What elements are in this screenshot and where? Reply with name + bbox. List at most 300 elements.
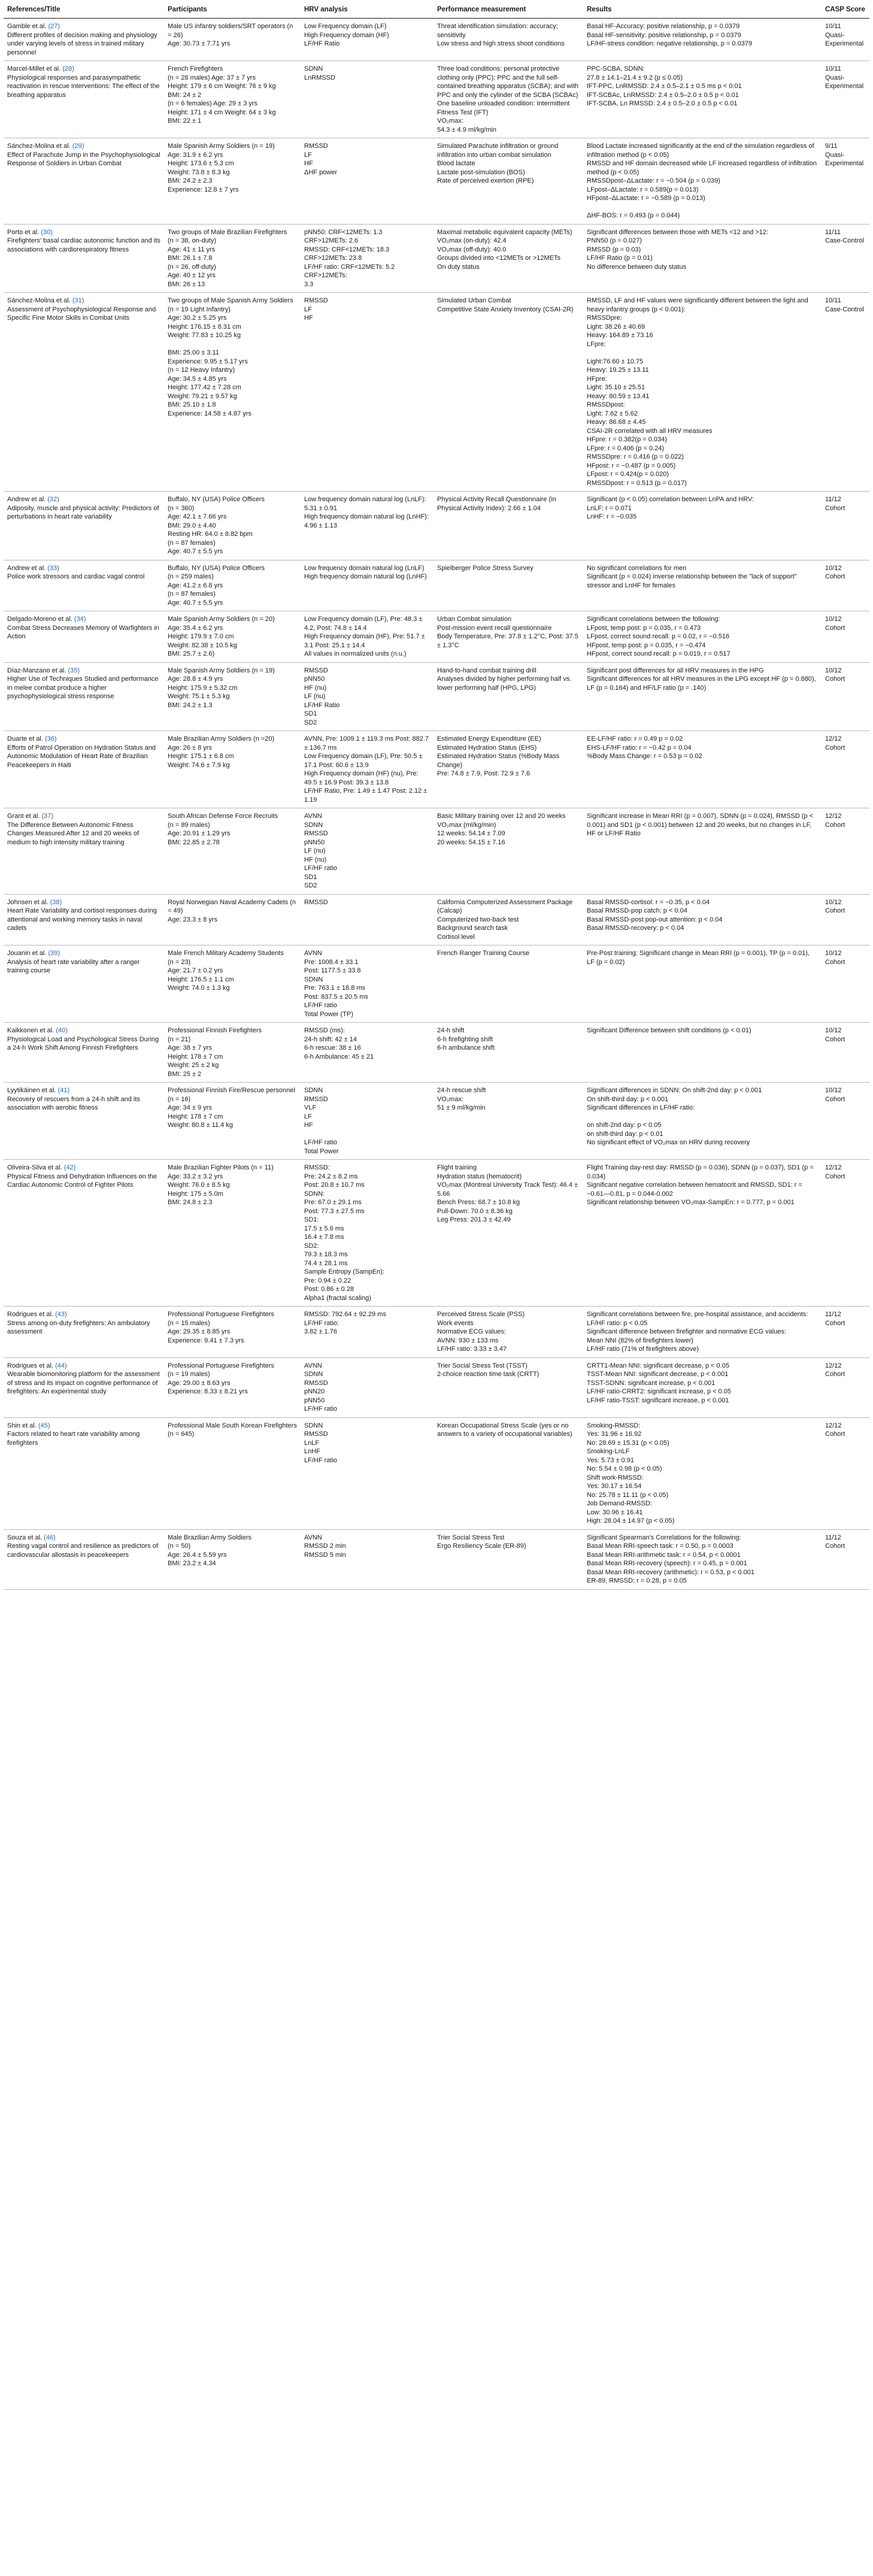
reference-cell — [4, 1023, 164, 1083]
hrv-analysis-cell — [301, 1023, 434, 1083]
reference-cell — [4, 293, 164, 492]
casp-score-text: 10/12 Cohort — [825, 666, 845, 683]
casp-score-text: 10/12 Cohort — [825, 950, 845, 966]
performance-text: Hand-to-hand combat training drill Analyses divided by higher performing half vs. lower performing half (HPG, LPG) — [437, 666, 572, 692]
results-cell — [583, 731, 822, 808]
table-row — [4, 731, 869, 808]
performance-cell — [434, 611, 583, 663]
citation-link[interactable]: (36) — [44, 735, 57, 743]
table-row — [4, 19, 869, 61]
results-cell — [583, 224, 822, 293]
author-name: Porto et al. — [7, 228, 40, 236]
hrv-analysis-cell — [301, 61, 434, 138]
study-title: Police work stressors and cardiac vagal control — [7, 573, 145, 580]
casp-score-text: 11/11 Case-Control — [825, 228, 864, 244]
table-row — [4, 492, 869, 560]
study-title: Physical Fitness and Dehydration Influences on the Cardiac Autonomic Control of Fighter Pilots — [7, 1172, 157, 1189]
citation-link[interactable]: (28) — [62, 65, 74, 72]
results-cell — [583, 1357, 822, 1417]
casp-score-text: 10/12 Cohort — [825, 1087, 845, 1103]
casp-score-cell — [822, 1529, 869, 1589]
casp-score-text: 12/12 Cohort — [825, 735, 845, 751]
casp-score-text: 10/11 Quasi-Experimental — [825, 65, 864, 90]
results-text: Significant Spearman's Correlations for the following: Basal Mean RRI-speech task: r = 0.50, p = 0.0003 Basal Mean RRI-arithmetic task: r = 0.54, p < 0.0001 Basal Mean RRI-recovery (speech): r = 0.45, p = 0.001 Basal Mean RRI-recovery (arithmetic): r = 0.53, p < 0.001 ER-89, RMSSD: r = 0.28, p = 0.05 — [587, 1534, 755, 1584]
performance-text: Maximal metabolic equivalent capacity (METs) VO₂max (on-duty): 42.4 VO₂max (off-duty): 40.0 Groups divided into <12METs or >12METs On duty status — [437, 228, 572, 271]
reference-cell — [4, 61, 164, 138]
study-title: Analysis of heart rate variability after a ranger training course — [7, 958, 140, 974]
reference-cell — [4, 138, 164, 225]
study-title: Combat Stress Decreases Memory of Warfighters in Action — [7, 624, 159, 640]
citation-link[interactable]: (33) — [47, 564, 59, 572]
results-cell — [583, 894, 822, 945]
hrv-analysis-cell — [301, 945, 434, 1023]
results-cell — [583, 1160, 822, 1307]
participants-text: Male French Military Academy Students (n = 23) Age: 21.7 ± 0.2 yrs Height: 176.5 ± 1.1 cm Weight: 74.0 ± 1.3 kg — [168, 950, 284, 992]
results-cell — [583, 492, 822, 560]
citation-link[interactable]: (35) — [68, 666, 80, 674]
author-name: Oliveira-Silva et al. — [7, 1164, 62, 1171]
table-header — [4, 2, 869, 19]
performance-cell — [434, 662, 583, 731]
study-title: Different profiles of decision making and physiology under varying levels of stress in trained military personnel — [7, 31, 157, 56]
performance-text: California Computerized Assessment Package (Calcap) Computerized two-back test Background search task Cortisol level — [437, 898, 573, 941]
hrv-analysis-cell — [301, 1417, 434, 1529]
table-row — [4, 945, 869, 1023]
reference-text — [7, 296, 160, 323]
study-title: Firefighters' basal cardiac autonomic function and its associations with cardiorespiratory fitness — [7, 237, 160, 253]
performance-cell — [434, 293, 583, 492]
participants-cell — [164, 293, 301, 492]
citation-link[interactable]: (46) — [44, 1534, 56, 1541]
results-text: Significant differences between those with METs <12 and >12: PNN50 (p = 0.027) RMSSD (p = 0.03) LF/HF Ratio (p = 0.01) No difference between duty status — [587, 228, 769, 271]
reference-cell — [4, 662, 164, 731]
reference-cell — [4, 1417, 164, 1529]
header-performance: Performance measurement — [434, 2, 583, 19]
casp-score-text: 12/12 Cohort — [825, 1422, 845, 1438]
table-row — [4, 808, 869, 895]
participants-cell — [164, 1083, 301, 1160]
author-name: Marcel-Millet et al. — [7, 65, 61, 72]
header-casp-score: CASP Score — [822, 2, 869, 19]
casp-score-cell — [822, 1160, 869, 1307]
hrv-analysis-cell — [301, 894, 434, 945]
results-cell — [583, 1023, 822, 1083]
casp-score-text: 12/12 Cohort — [825, 813, 845, 829]
hrv-analysis-text: RMSSD — [304, 898, 328, 906]
performance-cell — [434, 731, 583, 808]
performance-cell — [434, 1160, 583, 1307]
results-cell — [583, 1529, 822, 1589]
author-name: Andrew et al. — [7, 564, 46, 572]
study-title: Physiological Load and Psychological Stress During a 24-h Work Shift Among Finnish Firefighters — [7, 1035, 159, 1051]
casp-score-text: 11/12 Cohort — [825, 1534, 845, 1550]
hrv-analysis-cell — [301, 611, 434, 663]
hrv-analysis-cell — [301, 1529, 434, 1589]
reference-cell — [4, 894, 164, 945]
table-row — [4, 894, 869, 945]
casp-score-text: 9/11 Quasi-Experimental — [825, 143, 864, 167]
participants-text: Professional Portuguese Firefighters (n = 19 males) Age: 29.00 ± 8.63 yrs Experience: 8.33 ± 8.21 yrs — [168, 1362, 274, 1395]
hrv-analysis-text: SDNN LnRMSSD — [304, 65, 335, 81]
casp-score-text: 10/12 Cohort — [825, 564, 845, 580]
results-text: Significant differences in SDNN: On shift-2nd day: p < 0.001 On shift-third day: p < 0.001 Significant differences in LF/HF ratio: on shift-2nd day: p < 0.05 on shift-third day: p < 0.01 No significant effect of VO₂max on HRV during recovery — [587, 1087, 762, 1146]
casp-score-text: 11/12 Cohort — [825, 1311, 845, 1327]
author-name: Sánchez-Molina et al. — [7, 143, 71, 150]
casp-score-cell — [822, 293, 869, 492]
reference-text — [7, 564, 160, 581]
hrv-analysis-text: AVNN RMSSD 2 min RMSSD 5 min — [304, 1534, 346, 1559]
hrv-analysis-text: pNN50: CRF<12METs: 1.3 CRF>12METs: 2.6 RMSSD: CRF<12METs: 18.3 CRF>12METs: 23.8 LF/HF ratio: CRF<12METs: 5.2 CRF>12METs: 3.3 — [304, 228, 395, 288]
casp-score-cell — [822, 1023, 869, 1083]
study-title: Factors related to heart rate variability among firefighters — [7, 1431, 140, 1447]
reference-cell — [4, 1357, 164, 1417]
performance-text: Perceived Stress Scale (PSS) Work events Normative ECG values: AVNN: 930 ± 133 ms LF/HF ratio: 3.33 ± 3.47 — [437, 1311, 525, 1353]
author-name: Grant et al. — [7, 813, 40, 820]
participants-cell — [164, 662, 301, 731]
participants-cell — [164, 894, 301, 945]
participants-cell — [164, 1357, 301, 1417]
participants-cell — [164, 1307, 301, 1358]
study-title: Recovery of rescuers from a 24-h shift and its association with aerobic fitness — [7, 1095, 140, 1111]
results-cell — [583, 61, 822, 138]
participants-text: Buffalo, NY (USA) Police Officers (n = 259 males) Age: 41.2 ± 6.8 yrs (n = 87 females) Age: 40.7 ± 5.5 yrs — [168, 564, 265, 607]
table-body — [4, 19, 869, 1590]
study-title: Efforts of Patrol Operation on Hydration Status and Autonomic Modulation of Heart Rate of Brazilian Peacekeepers in Haiti — [7, 744, 156, 769]
performance-cell — [434, 61, 583, 138]
author-name: Lyytikäinen et al. — [7, 1087, 56, 1094]
performance-text: Threat identification simulation: accuracy; sensitivity Low stress and high stress shoot conditions — [437, 23, 565, 47]
reference-cell — [4, 492, 164, 560]
header-hrv-analysis: HRV analysis — [301, 2, 434, 19]
reference-text — [7, 1026, 160, 1053]
casp-score-text: 10/12 Cohort — [825, 1027, 845, 1043]
hrv-analysis-text: RMSSD: 792.64 ± 92.29 ms LF/HF ratio: 3.82 ± 1.76 — [304, 1311, 386, 1335]
study-title: Wearable biomonitoring platform for the assessment of stress and its impact on cognitive performance of firefighters: An experimental study — [7, 1371, 160, 1395]
table-row — [4, 1417, 869, 1529]
author-name: Souza et al. — [7, 1534, 43, 1541]
reference-text — [7, 65, 160, 99]
participants-cell — [164, 808, 301, 895]
reference-text — [7, 1086, 160, 1113]
performance-cell — [434, 1529, 583, 1589]
reference-cell — [4, 560, 164, 611]
author-name: Rodrigues et al. — [7, 1362, 54, 1369]
participants-cell — [164, 1023, 301, 1083]
participants-text: South African Defense Force Recruits (n = 89 males) Age: 20.91 ± 1.29 yrs BMI: 22.85 ± 2.78 — [168, 813, 278, 846]
performance-cell — [434, 138, 583, 225]
hrv-analysis-text: AVNN SDNN RMSSD pNN50 LF (nu) HF (nu) LF/HF ratio SD1 SD2 — [304, 813, 338, 889]
citation-link[interactable]: (37) — [41, 813, 54, 820]
results-text: RMSSD, LF and HF values were significantly different between the light and heavy infantry groups (p < 0.001): RMSSDpre: Light: 38.26 ± 40.69 Heavy: 164.89 ± 73.16 LFpre: Light:76.60 ± 10.75 Heavy: 19.25 ± 13.11 HFpre: Light: 35.10 ± 25.51 Heavy: 80.59 ± 13.41 RMSSDpost: Light: 7.62 ± 5.62 Heavy: 86.68 ± 4.45 CSAI-2R correlated with all HRV measures HFpre: r = 0.382(p = 0.034) LFpre: r = 0.406 (p = 0.24) RMSSDpre: r = 0.416 (p = 0.022) HFpost: r = −0.487 (p = 0.005) LFpost: r = 0.424(p = 0.020) RMSSDpost: r = 0.513 (p = 0.017) — [587, 297, 808, 487]
reference-cell — [4, 1307, 164, 1358]
author-name: Sánchez-Molina et al. — [7, 297, 71, 304]
table-row — [4, 1023, 869, 1083]
reference-text — [7, 666, 160, 701]
hrv-analysis-cell — [301, 1160, 434, 1307]
performance-text: Korean Occupational Stress Scale (yes or no answers to a variety of occupational variables) — [437, 1422, 572, 1438]
table-row — [4, 662, 869, 731]
table-row — [4, 1529, 869, 1589]
casp-score-cell — [822, 1307, 869, 1358]
table-row — [4, 1307, 869, 1358]
participants-text: Male Spanish Army Soldiers (n = 19) Age: 31.9 ± 6.2 yrs Height: 173.6 ± 5.3 cm Weight: 73.8 ± 8.3 kg BMI: 24.2 ± 2.3 Experience: 12.8 ± 7 yrs — [168, 143, 275, 193]
author-name: Díaz-Manzano et al. — [7, 666, 66, 674]
hrv-analysis-cell — [301, 1307, 434, 1358]
performance-cell — [434, 894, 583, 945]
study-title: Physiological responses and parasympathetic reactivation in rescue interventions: The effect of the breathing apparatus — [7, 74, 160, 99]
author-name: Kaikkonen et al. — [7, 1027, 54, 1034]
results-text: Significant Difference between shift conditions (p < 0.01) — [587, 1027, 751, 1034]
study-title: Resting vagal control and resilience as predictors of cardiovascular allostasis in peacekeepers — [7, 1542, 158, 1559]
results-cell — [583, 138, 822, 225]
table-row — [4, 61, 869, 138]
participants-text: Male Spanish Army Soldiers (n = 19) Age: 28.8 ± 4.9 yrs Height: 175.9 ± 5.32 cm Weight: 75.1 ± 5.3 kg BMI: 24.2 ± 1.3 — [168, 666, 275, 709]
hrv-analysis-text: AVNN, Pre: 1009.1 ± 119.3 ms Post: 882.7 ± 136.7 ms Low Frequency domain (LF), Pre: 50.5 ± 17.1 Post: 60.6 ± 13.9 High Frequency domain (HF) (nu), Pre: 49.5 ± 16.9 Post: 39.3 ± 13.8 LF/HF Ratio, Pre: 1.49 ± 1.47 Post: 2.12 ± 1.19 — [304, 735, 429, 804]
hrv-analysis-text: Low Frequency domain (LF) High Frequency domain (HF) LF/HF Ratio — [304, 23, 389, 47]
hrv-analysis-cell — [301, 138, 434, 225]
participants-text: Male Brazilian Army Soldiers (n = 50) Age: 26.4 ± 5.59 yrs BMI: 23.2 ± 4.34 — [168, 1534, 251, 1567]
performance-cell — [434, 224, 583, 293]
author-name: Duarte et al. — [7, 735, 43, 743]
performance-text: French Ranger Training Course — [437, 950, 530, 957]
casp-score-cell — [822, 1417, 869, 1529]
results-cell — [583, 293, 822, 492]
casp-score-text: 12/12 Cohort — [825, 1164, 845, 1180]
reference-text — [7, 898, 160, 933]
participants-cell — [164, 492, 301, 560]
hrv-analysis-text: AVNN SDNN RMSSD pNN20 pNN50 LF/HF ratio — [304, 1362, 338, 1413]
citation-link[interactable]: (30) — [41, 228, 53, 236]
casp-score-cell — [822, 224, 869, 293]
performance-cell — [434, 1023, 583, 1083]
study-title: Stress among on-duty firefighters: An ambulatory assessment — [7, 1319, 150, 1335]
performance-text: Simulated Urban Combat Competitive State Anxiety Inventory (CSAI-2R) — [437, 297, 574, 313]
citation-link[interactable]: (31) — [72, 297, 84, 304]
hrv-analysis-text: RMSSD (ms): 24-h shift: 42 ± 14 6-h rescue: 38 ± 16 6-h Ambulance: 45 ± 21 — [304, 1027, 374, 1060]
participants-text: French Firefighters (n = 28 males) Age: 37 ± 7 yrs Height: 179 ± 6 cm Weight: 76 ± 9 kg BMI: 24 ± 2 (n = 6 females) Age: 29 ± 3 yrs Height: 171 ± 4 cm Weight: 64 ± 3 kg BMI: 22 ± 1 — [168, 65, 276, 125]
participants-cell — [164, 1529, 301, 1589]
casp-score-cell — [822, 808, 869, 895]
citation-link[interactable]: (44) — [55, 1362, 67, 1369]
casp-score-cell — [822, 662, 869, 731]
reference-text — [7, 615, 160, 641]
study-title: The Difference Between Autonomic Fitness Changes Measured After 12 and 20 weeks of medium to high intensity military training — [7, 821, 140, 846]
performance-text: Flight training Hydration status (hematocrit) VO₂max (Montreal University Track Test): 46.4 ± 5.66 Bench Press: 68.7 ± 10.8 kg Pull-Down: 70.0 ± 8.36 kg Leg Press: 201.3 ± 42.49 — [437, 1164, 578, 1223]
participants-text: Buffalo, NY (USA) Police Officers (n = 360) Age: 42.1 ± 7.66 yrs BMI: 29.0 ± 4.40 Resting HR: 64.0 ± 8.82 bpm (n = 87 females) Age: 40.7 ± 5.5 yrs — [168, 496, 265, 555]
results-text: Significant increase in Mean RRI (p = 0.007), SDNN (p = 0.024), RMSSD (p < 0.001) and SD1 (p < 0.001) between 12 and 20 weeks, but no changes in LF, HF or LF/HF Ratio — [587, 813, 814, 837]
participants-cell — [164, 61, 301, 138]
results-text: Smoking-RMSSD: Yes: 31.96 ± 16.92 No: 28.69 ± 15.31 (p < 0.05) Smoking-LnLF Yes: 5.73 ± 0.91 No: 5.54 ± 0.98 (p < 0.05) Shift work-RMSSD: Yes: 30.17 ± 16.54 No: 25.78 ± 11.11 (p < 0.05) Job Demand-RMSSD: Low: 30.96 ± 16.41 High: 28.04 ± 14.97 (p < 0.05) — [587, 1422, 675, 1525]
header-references: References/Title — [4, 2, 164, 19]
participants-text: Professional Male South Korean Firefighters (n = 645) — [168, 1422, 297, 1438]
participants-cell — [164, 19, 301, 61]
performance-cell — [434, 808, 583, 895]
casp-score-cell — [822, 19, 869, 61]
citation-link[interactable]: (42) — [63, 1164, 76, 1171]
results-cell — [583, 808, 822, 895]
citation-link[interactable]: (43) — [55, 1311, 67, 1318]
citation-link[interactable]: (40) — [56, 1027, 68, 1034]
performance-cell — [434, 492, 583, 560]
performance-text: Simulated Parachute infiltration or ground infiltration into urban combat simulation Blood lactate Lactate post-simulation (BOS) Rate of perceived exertion (RPE) — [437, 143, 559, 184]
author-name: Delgado-Moreno et al. — [7, 616, 72, 623]
hrv-analysis-cell — [301, 19, 434, 61]
casp-score-cell — [822, 945, 869, 1023]
table-row — [4, 611, 869, 663]
reference-cell — [4, 731, 164, 808]
performance-text: Basic Military training over 12 and 20 weeks VO₂max (ml/kg/min) 12 weeks: 54.14 ± 7.09 20 weeks: 54.15 ± 7.16 — [437, 813, 566, 846]
results-text: Significant correlations between fire, pre-hospital assistance, and accidents: LF/HF ratio: p < 0.05 Significant difference between firefighter and normative ECG values: Mean NNI (82% of firefighters lower) LF/HF ratio (71% of firefighters above) — [587, 1311, 808, 1353]
casp-score-cell — [822, 61, 869, 138]
citation-link[interactable]: (29) — [72, 143, 84, 150]
performance-text: 24-h rescue shift VO₂max: 51 ± 9 ml/kg/min — [437, 1087, 486, 1111]
performance-text: Spielberger Police Stress Survey — [437, 564, 534, 572]
participants-text: Male Spanish Army Soldiers (n = 20) Age: 35.4 ± 6.2 yrs Height: 179.9 ± 7.0 cm Weight: 82.38 ± 10.5 kg BMI: 25.7 ± 2.6) — [168, 616, 275, 657]
reference-cell — [4, 1083, 164, 1160]
table-row — [4, 138, 869, 225]
performance-cell — [434, 19, 583, 61]
citation-link[interactable]: (41) — [57, 1087, 70, 1094]
author-name: Andrew et al. — [7, 496, 46, 503]
performance-text: Trier Social Stress Test (TSST) 2-choice reaction time task (CRTT) — [437, 1362, 539, 1378]
citation-link[interactable]: (34) — [74, 616, 86, 623]
participants-text: Male Brazilian Army Soldiers (n =20) Age: 26 ± 8 yrs Height: 175.1 ± 6.8 cm Weight: 74.6 ± 7.9 kg — [168, 735, 275, 769]
hrv-analysis-cell — [301, 731, 434, 808]
citation-link[interactable]: (38) — [50, 898, 62, 906]
results-cell — [583, 1417, 822, 1529]
reference-text — [7, 1163, 160, 1190]
reference-text — [7, 812, 160, 847]
citation-link[interactable]: (39) — [48, 950, 60, 957]
participants-cell — [164, 945, 301, 1023]
hrv-analysis-text: RMSSD LF HF ΔHF power — [304, 143, 338, 176]
study-title: Adiposity, muscle and physical activity: Predictors of perturbations in heart rate variability — [7, 504, 159, 520]
header-participants: Participants — [164, 2, 301, 19]
results-text: PPC-SCBA, SDNN: 27.8 ± 14.1–21.4 ± 9.2 (p ≤ 0.05) IFT-PPC, LnRMSSD: 2.4 ± 0.5–2.1 ± 0.5 ms p < 0.01 IFT-SCBAc, LnRMSSD: 2.4 ± 0.5–2.0 ± 0.5 p < 0.01 IFT-SCBA, Ln RMSSD: 2.4 ± 0.5–2.0 ± 0.5 p < 0.01 — [587, 65, 742, 107]
participants-cell — [164, 224, 301, 293]
hrv-analysis-text: RMSSD LF HF — [304, 297, 328, 322]
hrv-analysis-cell — [301, 293, 434, 492]
casp-score-cell — [822, 731, 869, 808]
casp-score-text: 12/12 Cohort — [825, 1362, 845, 1378]
participants-text: Professional Portuguese Firefighters (n = 15 males) Age: 29.35 ± 8.85 yrs Experience: 9.41 ± 7.3 yrs — [168, 1311, 274, 1344]
hrv-analysis-text: SDNN RMSSD VLF LF HF LF/HF ratio Total Power — [304, 1087, 339, 1155]
hrv-analysis-text: Low Frequency domain (LF), Pre: 48.3 ± 4.2, Post: 74.8 ± 14.4 High Frequency domain (HF), Pre: 51.7 ± 3.1 Post: 25.1 ± 14.4 All values in normalized units (n.u.) — [304, 616, 425, 657]
participants-cell — [164, 1417, 301, 1529]
results-cell — [583, 1307, 822, 1358]
casp-score-text: 10/11 Case-Control — [825, 297, 864, 313]
reference-text — [7, 142, 160, 168]
hrv-analysis-cell — [301, 808, 434, 895]
casp-score-cell — [822, 560, 869, 611]
casp-score-text: 10/12 Cohort — [825, 898, 845, 914]
results-text: No significant correlations for men Significant (p = 0.024) inverse relationship between the "lack of support" stressor and LnHF for females — [587, 564, 797, 589]
reference-text — [7, 735, 160, 769]
casp-score-cell — [822, 492, 869, 560]
results-text: Significant (p < 0.05) correlation between LnPA and HRV: LnLF: r = 0.071 LnHF: r = −0.035 — [587, 496, 754, 520]
performance-text: Trier Social Stress Test Ergo Resiliency Scale (ER-89) — [437, 1534, 526, 1550]
reference-text — [7, 1422, 160, 1448]
performance-cell — [434, 1357, 583, 1417]
casp-score-cell — [822, 1357, 869, 1417]
header-results: Results — [583, 2, 822, 19]
hrv-analysis-text: Low frequency domain natural log (LnLF): 5.31 ± 0.91 High frequency domain natural log (LnHF): 4.96 ± 1.13 — [304, 496, 429, 529]
results-text: Significant post differences for all HRV measures in the HPG Significant differences for all HRV measures in the LPG except HF (p = 0.880), LF (p = 0.164) and HF/LF ratio (p = .140) — [587, 666, 816, 692]
table-row — [4, 224, 869, 293]
citation-link[interactable]: (27) — [48, 23, 60, 30]
reference-cell — [4, 611, 164, 663]
author-name: Rodrigues et al. — [7, 1311, 54, 1318]
reference-cell — [4, 1160, 164, 1307]
study-title: Assessment of Psychophysiological Response and Specific Fine Motor Skills in Combat Units — [7, 305, 156, 322]
table-row — [4, 1357, 869, 1417]
reference-text — [7, 949, 160, 975]
participants-text: Male US infantry soldiers/SRT operators (n = 26) Age: 30.73 ± 7.71 yrs — [168, 23, 293, 47]
performance-cell — [434, 560, 583, 611]
reference-cell — [4, 19, 164, 61]
table-row — [4, 293, 869, 492]
reference-cell — [4, 1529, 164, 1589]
citation-link[interactable]: (32) — [47, 496, 59, 503]
hrv-analysis-cell — [301, 560, 434, 611]
participants-cell — [164, 138, 301, 225]
citation-link[interactable]: (45) — [38, 1422, 50, 1429]
participants-text: Two groups of Male Brazilian Firefighters (n = 38, on-duty) Age: 41 ± 11 yrs BMI: 26.1 ± 7.8 (n = 26, off-duty) Age: 40 ± 12 yrs BMI: 26 ± 13 — [168, 228, 287, 288]
results-text: EE-LF/HF ratio: r = 0.49 p = 0.02 EHS-LF/HF ratio: r = −0.42 p = 0.04 %Body Mass Change: r = 0.53 p = 0.02 — [587, 735, 702, 760]
reference-text — [7, 495, 160, 522]
hrv-analysis-cell — [301, 1083, 434, 1160]
performance-text: 24-h shift 6-h firefighting shift 6-h ambulance shift — [437, 1027, 495, 1051]
participants-text: Royal Norwegian Naval Academy Cadets (n = 49) Age: 23.3 ± 8 yrs — [168, 898, 296, 923]
results-cell — [583, 662, 822, 731]
performance-text: Estimated Energy Expenditure (EE) Estimated Hydration Status (EHS) Estimated Hydration Status (%Body Mass Change) Pre: 74.8 ± 7.9, Post: 72.9 ± 7.6 — [437, 735, 560, 777]
participants-text: Male Brazilian Fighter Pilots (n = 11) Age: 33.2 ± 3.2 yrs Weight: 76.0 ± 8.5 kg Height: 175 ± 5.0m BMI: 24.8 ± 2.3 — [168, 1164, 274, 1206]
results-text: Flight Training day-rest day: RMSSD (p = 0.036), SDNN (p = 0.037), SD1 (p = 0.034) Significant negative correlation between hematocrit and RMSSD, SD1: r = −0.61—0.81, p = 0.044-0.002 Significant relationship between VO₂max-SampEn: r = 0.777, p = 0.001 — [587, 1164, 814, 1206]
header-row — [4, 2, 869, 19]
participants-text: Two groups of Male Spanish Army Soldiers (n = 19 Light Infantry) Age: 30.2 ± 5.25 yrs Height: 176.15 ± 8.31 cm Weight: 77.83 ± 10.25 kg BMI: 25.00 ± 3.11 Experience: 9.95 ± 5.17 yrs (n = 12 Heavy Infantry) Age: 34.5 ± 4.85 yrs Height: 177.42 ± 7.28 cm Weight: 79.21 ± 9.57 kg BMI: 25.10 ± 1.8 Experience: 14.58 ± 4.87 yrs — [168, 297, 293, 417]
performance-cell — [434, 1417, 583, 1529]
participants-text: Professional Finnish Fire/Rescue personnel (n = 16) Age: 34 ± 9 yrs Height: 178 ± 7 cm Weight: 80.8 ± 11.4 kg — [168, 1087, 295, 1129]
study-title: Higher Use of Techniques Studied and performance in melee combat produce a higher psychophysiological stress response — [7, 675, 159, 700]
author-name: Jouanin et al. — [7, 950, 47, 957]
results-cell — [583, 945, 822, 1023]
results-cell — [583, 560, 822, 611]
casp-score-cell — [822, 894, 869, 945]
hrv-analysis-cell — [301, 224, 434, 293]
performance-text: Three load conditions: personal protective clothing only (PPC); PPC and the full self-contained breathing apparatus (SCBA); and with PPC and only the cylinder of the SCBA (SCBAc) One baseline unloaded condition: Intermittent Fitness Test (IFT) VO₂max: 54.3 ± 4.9 ml/kg/min — [437, 65, 579, 134]
results-text: Significant correlations between the following: LFpost, temp post: p = 0.035, r = 0.473 LFpost, correct sound recall: p = 0.02, r = −0.516 HFpost, temp post: p = 0.035, r = −0.474 HFpost, correct sound recall: p = 0.019, r = 0.517 — [587, 616, 730, 657]
performance-cell — [434, 1307, 583, 1358]
casp-score-text: 10/12 Cohort — [825, 616, 845, 632]
casp-score-text: 11/12 Cohort — [825, 496, 845, 512]
reference-cell — [4, 808, 164, 895]
reference-text — [7, 1534, 160, 1560]
hrv-analysis-cell — [301, 492, 434, 560]
reference-text — [7, 22, 160, 57]
table-row — [4, 1160, 869, 1307]
table-row — [4, 560, 869, 611]
results-text: Basal RMSSD-cortisol: r = −0.35, p < 0.04 Basal RMSSD-pop catch: p < 0.04 Basal RMSSD-post pop-out attention: p < 0.04 Basal RMSSD-recovery: p < 0.04 — [587, 898, 723, 932]
participants-text: Professional Finnish Firefighters (n = 21) Age: 38 ± 7 yrs Height: 178 ± 7 cm Weight: 25 ± 2 kg BMI: 25 ± 2 — [168, 1027, 262, 1078]
performance-cell — [434, 1083, 583, 1160]
casp-score-cell — [822, 1083, 869, 1160]
author-name: Johnsen et al. — [7, 898, 48, 906]
results-cell — [583, 611, 822, 663]
hrv-analysis-text: RMSSD: Pre: 24.2 ± 8.2 ms Post: 20.8 ± 10.7 ms SDNN: Pre: 67.0 ± 29.1 ms Post: 77.3 ± 27.5 ms SD1: 17.5 ± 5.6 ms 16.4 ± 7.8 ms SD2: 79.3 ± 18.3 ms 74.4 ± 28.1 ms Sample Entropy (SampEn): Pre: 0.94 ± 0.22 Post: 0.86 ± 0.28 Alpha1 (fractal scaling) — [304, 1164, 384, 1302]
reference-cell — [4, 945, 164, 1023]
reference-text — [7, 1310, 160, 1337]
performance-text: Physical Activity Recall Questionnaire (in Physical Activity Index): 2.66 ± 1.04 — [437, 496, 556, 512]
